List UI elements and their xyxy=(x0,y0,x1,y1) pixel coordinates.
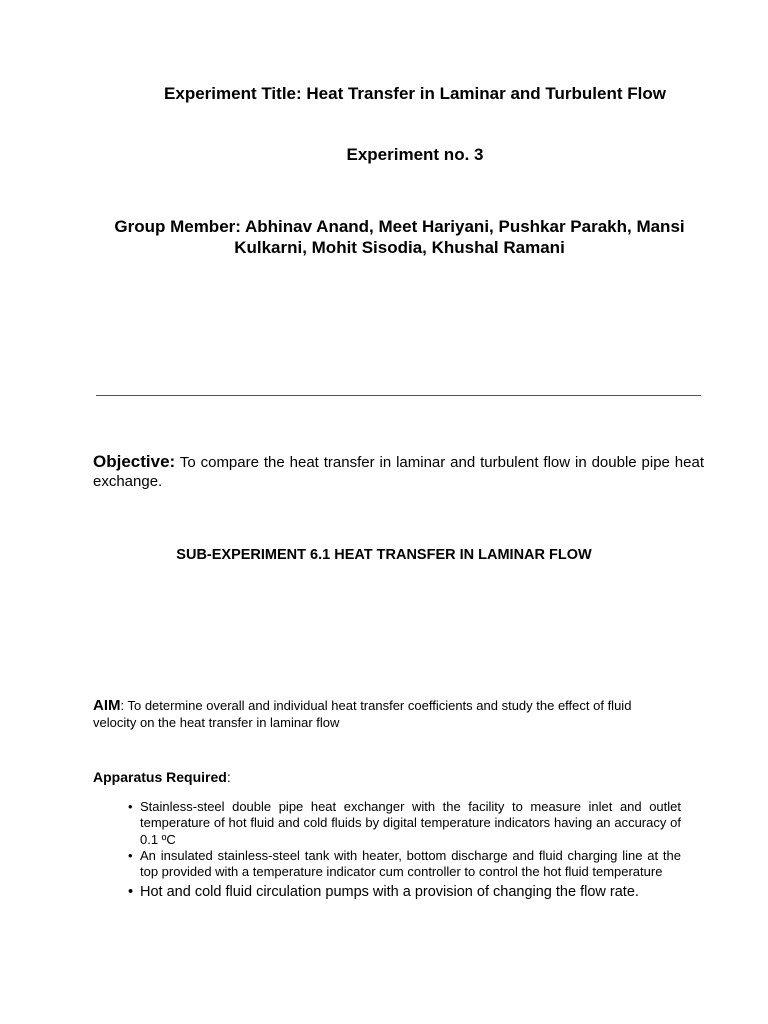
objective-text: To compare the heat transfer in laminar and turbulent flow in double pipe heat exchange. xyxy=(93,454,704,490)
objective-paragraph xyxy=(93,452,704,491)
list-item-text: Hot and cold fluid circulation pumps with a provision of changing the flow rate. xyxy=(140,884,639,901)
apparatus-list xyxy=(116,799,681,901)
bullet-icon: • xyxy=(128,799,133,814)
aim-text: : To determine overall and individual heat transfer coefficients and study the effect of fluid velocity on the heat transfer in laminar flow xyxy=(93,698,632,730)
experiment-title: Experiment Title: Heat Transfer in Laminar and Turbulent Flow xyxy=(164,84,666,103)
list-item-text: Stainless-steel double pipe heat exchanger with the facility to measure inlet and outlet temperature of hot fluid and cold fluids by digital temperature indicators having an accuracy of 0.1 ºC xyxy=(140,799,681,847)
apparatus-colon: : xyxy=(226,769,231,785)
aim-paragraph xyxy=(93,697,668,731)
apparatus-heading xyxy=(93,769,231,785)
bullet-icon: • xyxy=(128,847,133,863)
objective-label: Objective: xyxy=(93,452,176,471)
sub-experiment-heading: SUB-EXPERIMENT 6.1 HEAT TRANSFER IN LAMINAR FLOW xyxy=(176,547,592,563)
aim-label: AIM xyxy=(93,697,121,714)
experiment-number: Experiment no. 3 xyxy=(346,145,484,164)
list-item xyxy=(116,799,681,848)
bullet-icon: • xyxy=(128,884,134,901)
list-item xyxy=(116,883,681,901)
list-item-text: An insulated stainless-steel tank with heater, bottom discharge and fluid charging line at the top provided with a temperature indicator cum controller to control the hot fluid temperature xyxy=(140,847,681,880)
list-item xyxy=(116,848,681,881)
horizontal-divider xyxy=(96,395,701,396)
group-members: Group Member: Abhinav Anand, Meet Hariyani, Pushkar Parakh, Mansi Kulkarni, Mohit Sisodia, Khushal Ramani xyxy=(114,217,685,257)
apparatus-label: Apparatus Required xyxy=(93,769,227,785)
